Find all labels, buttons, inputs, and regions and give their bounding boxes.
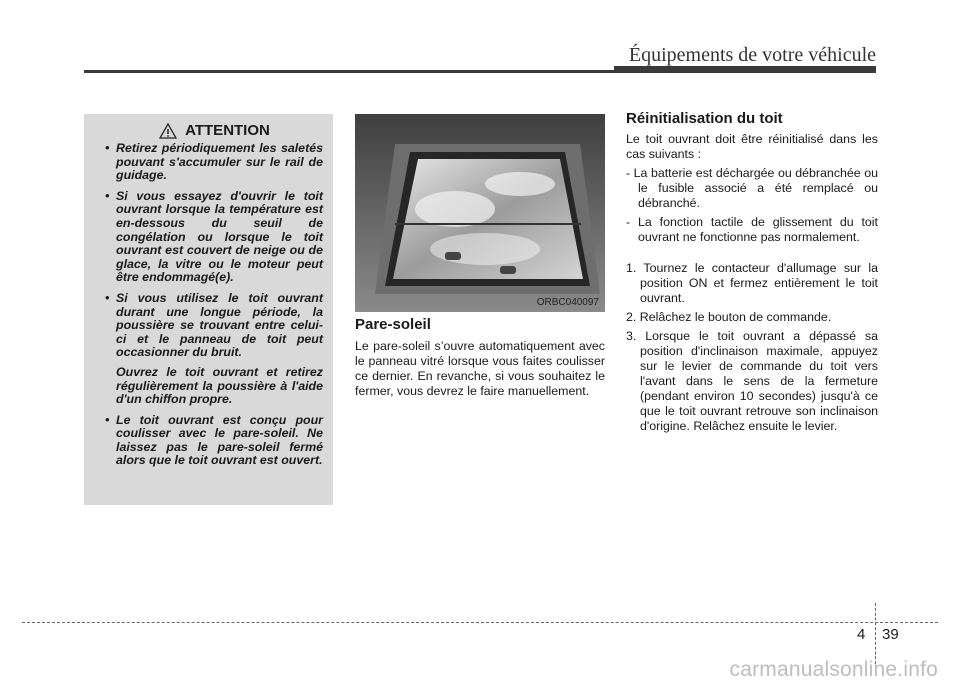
sunroof-illustration (355, 114, 605, 312)
sunshade-section (355, 316, 605, 399)
header-title: Équipements de votre véhicule (628, 44, 876, 66)
page-number: 39 (882, 626, 899, 643)
photo-caption: ORBC040097 (536, 297, 599, 308)
reset-step: 3. Lorsque le toit ouvrant a dépassé sa position d'inclinaison maximale, appuyez sur le levier de commande du toit vers l'avant dans le sens de la fermeture (pendant environ 10 secondes) jusqu'à ce que le toit ouvrant retrouve son inclinaison d'origine. Relâchez ensuite le levier. (626, 329, 878, 433)
sunroof-photo (355, 114, 605, 312)
bullet: • (105, 141, 110, 155)
reset-step: 1. Tournez le contacteur d'allumage sur la position ON et fermez entièrement le toit ouvrant. (626, 261, 878, 305)
bullet: • (105, 188, 110, 203)
warning-triangle-icon (159, 123, 177, 139)
attention-item-text: Si vous essayez d'ouvrir le toit ouvrant lorsque la température est en-dessous du seuil de congélation ou lorsque le toit ouvrant est couvert de neige ou de glace, la vitre ou le moteur peut être endommagé(e). (116, 188, 323, 285)
attention-box (84, 114, 333, 505)
reset-title: Réinitialisation du toit (626, 110, 783, 127)
reset-case: - La fonction tactile de glissement du toit ouvrant ne fonctionne pas normalement. (626, 215, 878, 244)
bullet: • (105, 290, 110, 305)
spacer (626, 249, 878, 261)
attention-extra-paragraph: Ouvrez le toit ouvrant et retirez régulièrement la poussière à l'aide d'un chiffon propre. (116, 364, 323, 407)
header-rule-accent (614, 66, 876, 73)
reset-section (626, 110, 878, 438)
sunshade-body: Le pare-soleil s’ouvre automatiquement avec le panneau vitré lorsque vous faites coulisser ce dernier. En revanche, si vous souhaitez le fermer, vous devrez le faire manuellement. (355, 339, 605, 398)
footer-rule (22, 622, 938, 623)
attention-item (98, 190, 323, 285)
reset-intro: Le toit ouvrant doit être réinitialisé dans les cas suivants : (626, 132, 878, 161)
watermark: carmanualsonline.info (729, 658, 938, 681)
attention-item-text: Retirez périodiquement les saletés pouvant s'accumuler sur le rail de guidage. (116, 141, 323, 183)
attention-item-text: Le toit ouvrant est conçu pour coulisser avec le pare-soleil. Ne laissez pas le pare-soleil fermé alors que le toit ouvrant est ouvert. (116, 412, 323, 468)
chapter-number: 4 (857, 626, 866, 643)
attention-item (98, 414, 323, 468)
reset-case: - La batterie est déchargée ou débranchée ou le fusible associé a été remplacé ou débranché. (626, 166, 878, 210)
attention-title: ATTENTION (185, 122, 270, 139)
attention-item-text: Si vous utilisez le toit ouvrant durant une longue période, la poussière se trouvant entre celui-ci et le panneau de toit peut occasionner du bruit. (116, 290, 323, 360)
attention-item (98, 142, 323, 183)
bullet: • (105, 412, 110, 427)
sunshade-title: Pare-soleil (355, 316, 431, 333)
attention-header (106, 122, 323, 139)
attention-item (98, 292, 323, 360)
attention-list (98, 142, 323, 468)
reset-step: 2. Relâchez le bouton de commande. (626, 310, 832, 324)
